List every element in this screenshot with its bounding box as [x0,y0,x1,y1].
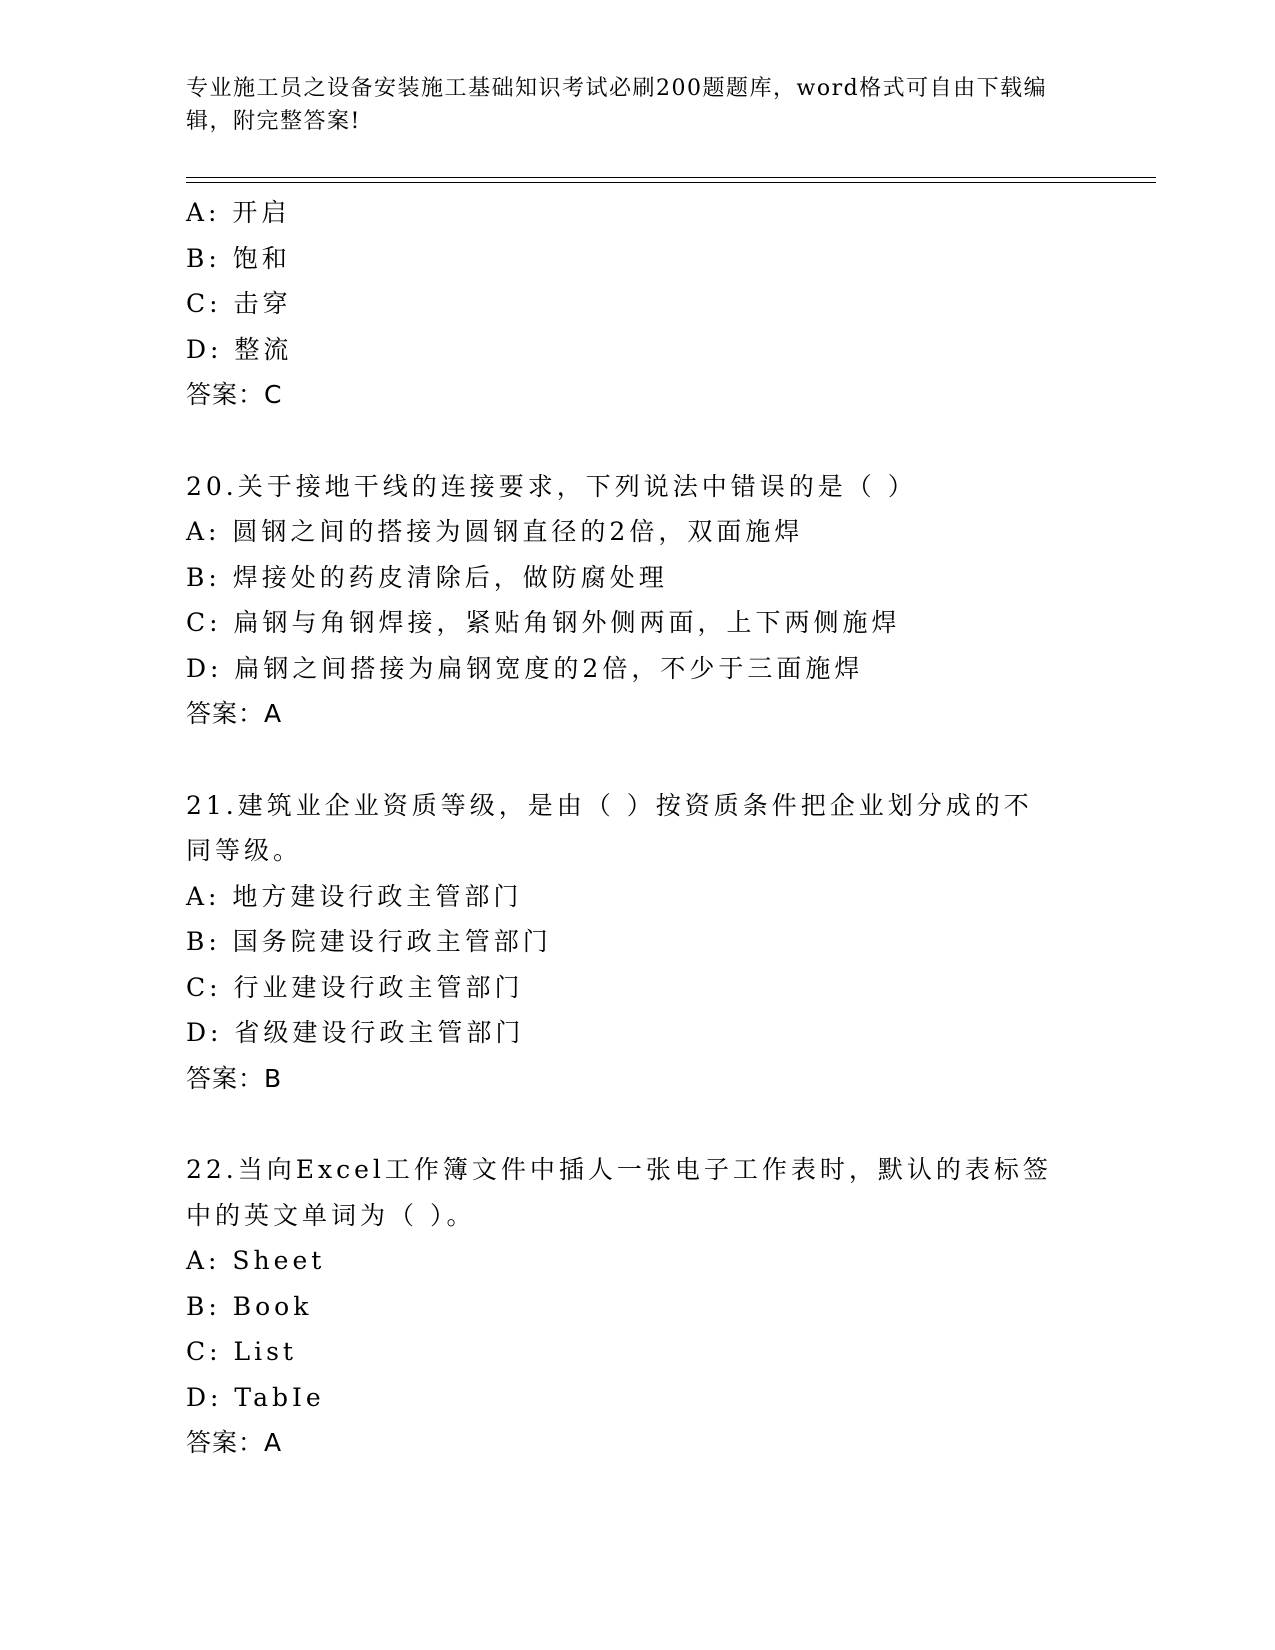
option-c: C: 击穿 [186,289,292,318]
question-stem: 21.建筑业企业资质等级，是由（ ）按资质条件把企业划分成的不同等级。 [186,790,1033,865]
question-block-19 [186,190,1086,418]
option-d: D: 整流 [186,334,293,364]
question-block-21 [186,783,1086,1102]
option-c: C: 扁钢与角钢焊接，紧贴角钢外侧两面，上下两侧施焊 [186,608,901,637]
option-a: A: 地方建设行政主管部门 [186,881,523,911]
answer-line: 答案：A [186,1428,283,1457]
answer-line: 答案：C [186,380,283,409]
answer-line: 答案：B [186,1063,283,1093]
question-list [186,190,1086,1466]
option-b: B: 饱和 [186,243,291,273]
spacer [186,1101,1086,1147]
question-block-20 [186,464,1086,737]
option-c: C: 行业建设行政主管部门 [186,972,524,1002]
option-a: A: 圆钢之间的搭接为圆钢直径的2倍，双面施焊 [186,517,804,546]
option-d: D: TabIe [186,1382,325,1412]
option-b: B: Book [186,1291,313,1321]
document-header: 专业施工员之设备安装施工基础知识考试必刷200题题库，word格式可自由下载编辑，附完整答案! [186,76,1048,134]
header-rule-top [186,177,1156,178]
option-d: D: 扁钢之间搭接为扁钢宽度的2倍，不少于三面施焊 [186,653,864,683]
header-rule-bottom [186,182,1156,183]
option-a: A: Sheet [186,1246,326,1275]
option-d: D: 省级建设行政主管部门 [186,1018,525,1047]
answer-line: 答案：A [186,699,283,728]
option-b: B: 焊接处的药皮清除后，做防腐处理 [186,562,668,592]
question-stem: 20.关于接地干线的连接要求，下列说法中错误的是（ ） [186,471,917,501]
option-b: B: 国务院建设行政主管部门 [186,927,552,956]
spacer [186,418,1086,464]
option-c: C: List [186,1337,297,1366]
question-stem: 22.当向Excel工作簿文件中插人一张电子工作表时，默认的表标签中的英文单词为（ ）。 [186,1155,1052,1230]
question-block-22 [186,1147,1086,1466]
option-a: A: 开启 [186,198,291,227]
spacer [186,737,1086,783]
